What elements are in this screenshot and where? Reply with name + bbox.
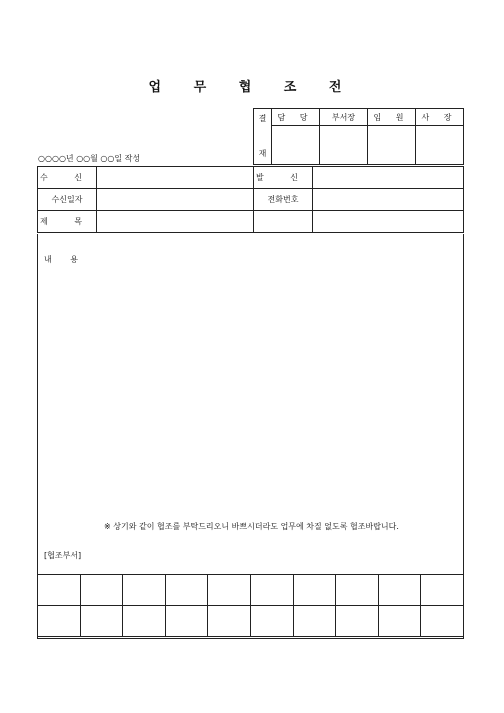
sender-field[interactable] [313,167,464,189]
cooperation-cell[interactable] [250,606,293,637]
approval-col-executive: 임 원 [368,109,416,126]
cooperation-cell[interactable] [293,606,336,637]
recipient-field[interactable] [97,167,254,189]
signature-box-president[interactable] [416,126,464,165]
cooperation-cell[interactable] [378,575,421,606]
date-line: ○○○○년 ○○월 ○○일 작성 [38,154,141,163]
phone-label: 전화번호 [254,189,313,211]
approval-table [253,108,464,165]
cooperation-cell[interactable] [293,575,336,606]
cooperation-cell[interactable] [123,606,166,637]
content-label: 내 용 [44,255,86,264]
approval-label: 결 재 [254,109,272,165]
approval-col-president: 사 장 [416,109,464,126]
cooperation-cell[interactable] [80,575,123,606]
info-table [37,166,464,233]
cooperation-cell[interactable] [123,575,166,606]
subject-label: 제 목 [38,211,97,233]
cooperation-cell[interactable] [80,606,123,637]
cooperation-cell[interactable] [336,606,379,637]
cooperation-cell[interactable] [421,575,464,606]
cooperation-cell[interactable] [208,606,251,637]
cooperation-cell[interactable] [378,606,421,637]
cooperation-cell[interactable] [165,575,208,606]
recipient-label: 수 신 [38,167,97,189]
cooperation-cell[interactable] [208,575,251,606]
signature-box-executive[interactable] [368,126,416,165]
cooperation-cell[interactable] [421,606,464,637]
cooperation-dept-label: [협조부서] [44,551,82,560]
cooperation-cell[interactable] [165,606,208,637]
subject-field[interactable] [97,211,254,233]
subject-field-extra[interactable] [254,211,313,233]
received-date-field[interactable] [97,189,254,211]
subject-field-extra-2[interactable] [313,211,464,233]
cooperation-cell[interactable] [250,575,293,606]
cooperation-cell[interactable] [38,575,81,606]
approval-col-dept-head: 부서장 [320,109,368,126]
cooperation-dept-grid [37,574,464,637]
cooperation-cell[interactable] [336,575,379,606]
approval-col-staff: 담 당 [272,109,320,126]
sender-label: 발 신 [254,167,313,189]
signature-box-dept-head[interactable] [320,126,368,165]
document-title: 업 무 협 조 전 [148,80,356,95]
signature-box-staff[interactable] [272,126,320,165]
phone-field[interactable] [313,189,464,211]
cooperation-notice: ※ 상기와 같이 협조를 부탁드리오니 바쁘시더라도 업무에 차질 없도록 협조바랍니다. [104,522,399,531]
received-date-label: 수신일자 [38,189,97,211]
cooperation-cell[interactable] [38,606,81,637]
